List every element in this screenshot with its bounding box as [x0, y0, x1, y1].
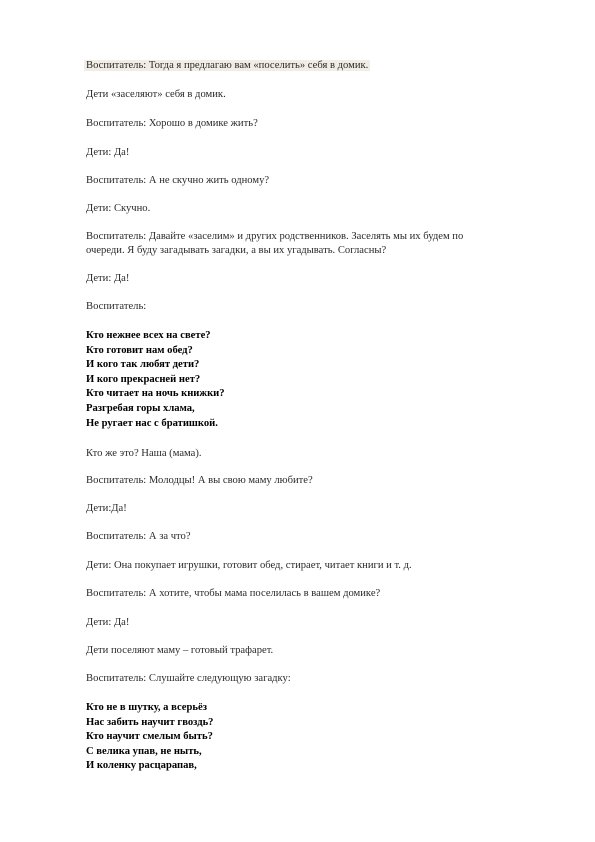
paragraph: Кто же это? Наша (мама).	[86, 448, 202, 459]
poem-line: И кого так любят дети?	[86, 359, 200, 371]
paragraph-line: очереди. Я буду загадывать загадки, а вы их угадывать. Согласны?	[86, 245, 387, 256]
poem-line: Кто научит смелым быть?	[86, 731, 213, 743]
poem-line: Кто не в шутку, а всерьёз	[86, 702, 207, 713]
poem-line: Кто нежнее всех на свете?	[86, 330, 211, 341]
paragraph: Дети: Да!	[86, 147, 130, 158]
paragraph: Воспитатель:	[86, 301, 147, 312]
poem-line: Нас забить научит гвоздь?	[86, 716, 214, 728]
poem-line: И коленку расцарапав,	[86, 760, 197, 772]
paragraph: Дети: Она покупает игрушки, готовит обед, стирает, читает книги и т. д.	[86, 560, 412, 571]
poem-line: Разгребая горы хлама,	[86, 402, 195, 414]
paragraph: Воспитатель: Хорошо в домике жить?	[86, 118, 258, 129]
paragraph: Воспитатель: А за что?	[86, 531, 191, 542]
paragraph-line: Воспитатель: Давайте «заселим» и других родственников. Заселять мы их будем по	[86, 231, 464, 242]
paragraph: Дети поселяют маму – готовый трафарет.	[86, 645, 274, 656]
highlighted-text: Воспитатель: Тогда я предлагаю вам «поселить» себя в домик.	[86, 60, 369, 71]
paragraph	[86, 59, 370, 72]
poem-line: Кто читает на ночь книжки?	[86, 388, 225, 400]
paragraph: Воспитатель: Молодцы! А вы свою маму любите?	[86, 475, 313, 486]
poem-line: Кто готовит нам обед?	[86, 344, 193, 356]
poem-line: С велика упав, не ныть,	[86, 745, 202, 757]
poem-line: Не ругает нас с братишкой.	[86, 417, 218, 429]
riddle-poem	[86, 701, 213, 774]
paragraph: Воспитатель: А не скучно жить одному?	[86, 175, 270, 186]
paragraph: Дети:Да!	[86, 503, 127, 514]
poem-line: И кого прекрасней нет?	[86, 373, 201, 385]
paragraph: Дети: Да!	[86, 617, 130, 628]
paragraph: Дети: Скучно.	[86, 203, 151, 214]
riddle-poem	[86, 329, 225, 431]
paragraph: Дети «заселяют» себя в домик.	[86, 89, 226, 100]
paragraph: Воспитатель: А хотите, чтобы мама поселилась в вашем домике?	[86, 588, 381, 599]
paragraph: Воспитатель: Слушайте следующую загадку:	[86, 673, 291, 684]
paragraph: Дети: Да!	[86, 273, 130, 284]
